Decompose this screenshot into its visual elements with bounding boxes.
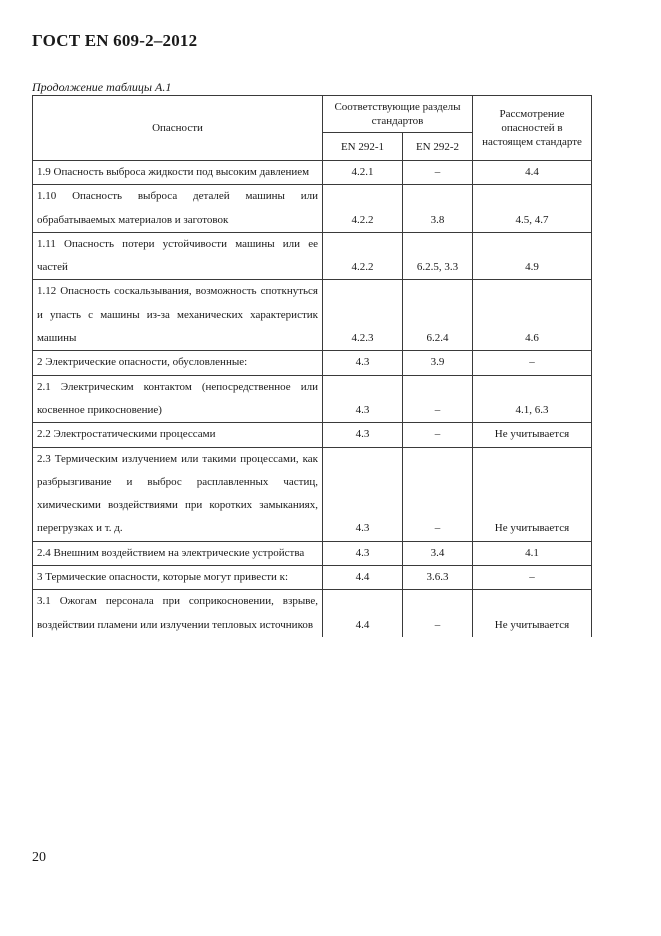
- header-en292-2: EN 292-2: [403, 133, 473, 161]
- this-standard-cell: Не учитывается: [473, 590, 592, 637]
- en292-2-cell: –: [403, 161, 473, 185]
- table-row: [33, 447, 592, 541]
- hazard-cell: 1.10 Опасность выброса деталей машины или обрабатываемых материалов и заготовок: [33, 185, 323, 233]
- hazard-cell: 1.12 Опасность соскальзывания, возможность споткнуться и упасть с машины из-за механических характеристик машины: [33, 280, 323, 351]
- en292-1-cell: 4.2.2: [323, 185, 403, 233]
- this-standard-cell: 4.1: [473, 541, 592, 565]
- hazard-cell: 3 Термические опасности, которые могут привести к:: [33, 566, 323, 590]
- table-row: [33, 351, 592, 375]
- header-considered: Рассмотрение опасностей в настоящем стандарте: [473, 96, 592, 161]
- table-body: [33, 161, 592, 637]
- hazard-cell: 2.4 Внешним воздействием на электрические устройства: [33, 541, 323, 565]
- en292-1-cell: 4.2.2: [323, 232, 403, 280]
- table-caption: Продолжение таблицы А.1: [32, 80, 172, 94]
- en292-2-cell: 6.2.5, 3.3: [403, 232, 473, 280]
- this-standard-cell: Не учитывается: [473, 447, 592, 541]
- en292-2-cell: 6.2.4: [403, 280, 473, 351]
- en292-2-cell: –: [403, 447, 473, 541]
- table-row: [33, 541, 592, 565]
- table-row: [33, 185, 592, 233]
- en292-1-cell: 4.3: [323, 541, 403, 565]
- this-standard-cell: Не учитывается: [473, 423, 592, 447]
- page-number: 20: [32, 850, 46, 865]
- en292-1-cell: 4.2.3: [323, 280, 403, 351]
- hazard-cell: 2 Электрические опасности, обусловленные:: [33, 351, 323, 375]
- en292-1-cell: 4.3: [323, 375, 403, 423]
- en292-1-cell: 4.4: [323, 566, 403, 590]
- this-standard-cell: –: [473, 566, 592, 590]
- table-header: [33, 96, 592, 161]
- this-standard-cell: 4.1, 6.3: [473, 375, 592, 423]
- table-row: [33, 375, 592, 423]
- this-standard-cell: 4.4: [473, 161, 592, 185]
- en292-1-cell: 4.3: [323, 351, 403, 375]
- en292-1-cell: 4.2.1: [323, 161, 403, 185]
- en292-2-cell: –: [403, 375, 473, 423]
- hazard-cell: 1.11 Опасность потери устойчивости машины или ее частей: [33, 232, 323, 280]
- hazard-cell: 2.3 Термическим излучением или такими процессами, как разбрызгивание и выброс расплавленных частиц, химическими воздействиями при коротких замыканиях, перегрузках и т. д.: [33, 447, 323, 541]
- en292-1-cell: 4.4: [323, 590, 403, 637]
- table-row: [33, 161, 592, 185]
- header-hazards: Опасности: [33, 96, 323, 161]
- table-row: [33, 566, 592, 590]
- header-standards-group: Соответствующие разделы стандартов: [323, 96, 473, 133]
- hazard-cell: 3.1 Ожогам персонала при соприкосновении, взрыве, воздействии пламени или излучении тепловых источников: [33, 590, 323, 637]
- en292-2-cell: 3.9: [403, 351, 473, 375]
- en292-1-cell: 4.3: [323, 447, 403, 541]
- table-row: [33, 280, 592, 351]
- hazards-table: [32, 95, 592, 637]
- en292-2-cell: 3.4: [403, 541, 473, 565]
- hazard-cell: 1.9 Опасность выброса жидкости под высоким давлением: [33, 161, 323, 185]
- en292-2-cell: –: [403, 423, 473, 447]
- table-row: [33, 590, 592, 637]
- en292-2-cell: 3.6.3: [403, 566, 473, 590]
- table-row: [33, 232, 592, 280]
- en292-2-cell: 3.8: [403, 185, 473, 233]
- hazard-cell: 2.1 Электрическим контактом (непосредственное или косвенное прикосновение): [33, 375, 323, 423]
- header-en292-1: EN 292-1: [323, 133, 403, 161]
- table-row: [33, 423, 592, 447]
- this-standard-cell: –: [473, 351, 592, 375]
- en292-1-cell: 4.3: [323, 423, 403, 447]
- this-standard-cell: 4.9: [473, 232, 592, 280]
- this-standard-cell: 4.5, 4.7: [473, 185, 592, 233]
- en292-2-cell: –: [403, 590, 473, 637]
- document-header: ГОСТ EN 609-2–2012: [32, 31, 198, 50]
- hazard-cell: 2.2 Электростатическими процессами: [33, 423, 323, 447]
- this-standard-cell: 4.6: [473, 280, 592, 351]
